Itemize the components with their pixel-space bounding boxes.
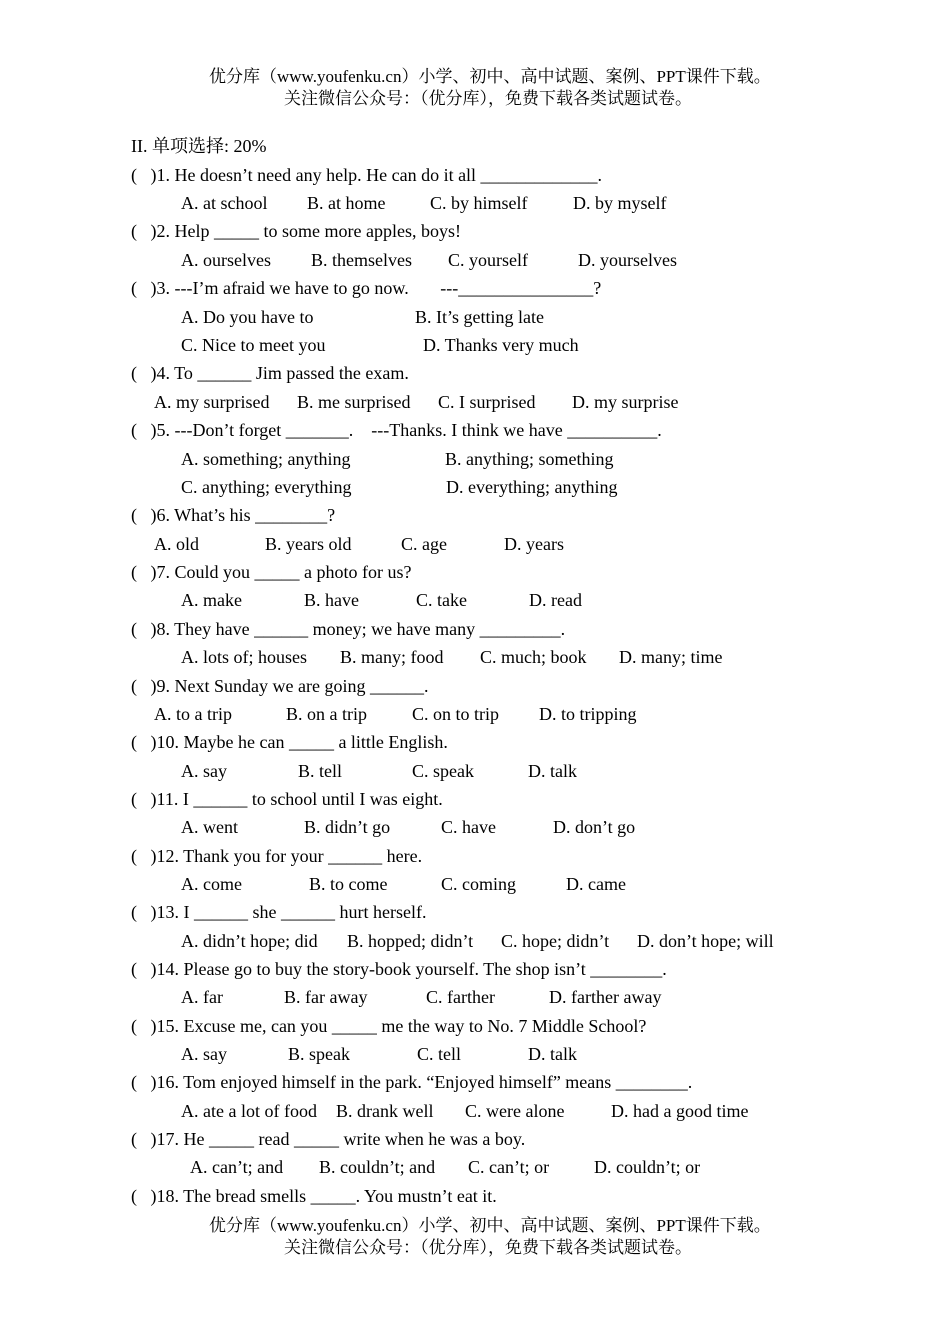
option-c: C. take bbox=[416, 590, 467, 610]
option-a: A. ate a lot of food bbox=[181, 1101, 317, 1121]
option-a: A. come bbox=[181, 874, 242, 894]
option-b: B. drank well bbox=[336, 1101, 434, 1121]
option-b: B. speak bbox=[288, 1044, 350, 1064]
option-a: A. ourselves bbox=[181, 250, 271, 270]
option-a: A. lots of; houses bbox=[181, 647, 307, 667]
option-c: C. speak bbox=[412, 761, 474, 781]
option-c: C. coming bbox=[441, 874, 516, 894]
option-a: A. something; anything bbox=[181, 449, 351, 469]
question-stem: ( )4. To ______ Jim passed the exam. bbox=[131, 363, 409, 383]
question-stem: ( )14. Please go to buy the story-book yourself. The shop isn’t ________. bbox=[131, 959, 667, 979]
option-a: A. didn’t hope; did bbox=[181, 931, 318, 951]
option-b: B. many; food bbox=[340, 647, 444, 667]
option-d: D. to tripping bbox=[539, 704, 637, 724]
option-c: C. by himself bbox=[430, 193, 528, 213]
option-a: A. my surprised bbox=[154, 392, 270, 412]
option-b: B. didn’t go bbox=[304, 817, 391, 837]
option-a: A. far bbox=[181, 987, 223, 1007]
option-a: A. say bbox=[181, 1044, 227, 1064]
header-line-2: 关注微信公众号：（优分库），免费下载各类试题试卷。 bbox=[284, 89, 692, 108]
footer-line-2: 关注微信公众号：（优分库），免费下载各类试题试卷。 bbox=[284, 1238, 692, 1257]
option-b: B. far away bbox=[284, 987, 368, 1007]
option-d: D. talk bbox=[528, 761, 577, 781]
question-stem: ( )1. He doesn’t need any help. He can do it all _____________. bbox=[131, 165, 603, 185]
option-d: D. everything; anything bbox=[446, 477, 618, 497]
option-d: D. had a good time bbox=[611, 1101, 749, 1121]
option-a: A. at school bbox=[181, 193, 268, 213]
option-c: C. much; book bbox=[480, 647, 587, 667]
option-d: D. read bbox=[529, 590, 582, 610]
question-stem: ( )13. I ______ she ______ hurt herself. bbox=[131, 902, 427, 922]
question-stem: ( )5. ---Don’t forget _______. ---Thanks. I think we have __________. bbox=[131, 420, 662, 440]
question-stem: ( )17. He _____ read _____ write when he was a boy. bbox=[131, 1129, 526, 1149]
option-b: B. hopped; didn’t bbox=[347, 931, 474, 951]
option-a: A. to a trip bbox=[154, 704, 232, 724]
option-b: B. tell bbox=[298, 761, 342, 781]
option-d: D. many; time bbox=[619, 647, 723, 667]
option-b: B. years old bbox=[265, 534, 352, 554]
question-stem: ( )11. I ______ to school until I was eight. bbox=[131, 789, 443, 809]
option-c: C. Nice to meet you bbox=[181, 335, 326, 355]
option-a: A. Do you have to bbox=[181, 307, 314, 327]
section-title: II. 单项选择: 20% bbox=[131, 136, 267, 156]
option-c: C. tell bbox=[417, 1044, 461, 1064]
question-stem: ( )7. Could you _____ a photo for us? bbox=[131, 562, 412, 582]
option-d: D. by myself bbox=[573, 193, 667, 213]
option-b: B. at home bbox=[307, 193, 386, 213]
option-d: D. yourselves bbox=[578, 250, 677, 270]
option-b: B. anything; something bbox=[445, 449, 614, 469]
option-c: C. hope; didn’t bbox=[501, 931, 610, 951]
question-stem: ( )9. Next Sunday we are going ______. bbox=[131, 676, 429, 696]
option-a: A. make bbox=[181, 590, 242, 610]
option-b: B. themselves bbox=[311, 250, 412, 270]
question-stem: ( )12. Thank you for your ______ here. bbox=[131, 846, 423, 866]
option-a: A. went bbox=[181, 817, 238, 837]
question-stem: ( )10. Maybe he can _____ a little English. bbox=[131, 732, 448, 752]
footer-line-1: 优分库（www.youfenku.cn）小学、初中、高中试题、案例、PPT课件下载。 bbox=[209, 1216, 771, 1235]
option-d: D. farther away bbox=[549, 987, 662, 1007]
option-d: D. don’t hope; will bbox=[637, 931, 774, 951]
option-b: B. have bbox=[304, 590, 359, 610]
option-a: A. old bbox=[154, 534, 199, 554]
option-b: B. to come bbox=[309, 874, 388, 894]
option-c: C. yourself bbox=[448, 250, 528, 270]
option-c: C. I surprised bbox=[438, 392, 536, 412]
header-line-1: 优分库（www.youfenku.cn）小学、初中、高中试题、案例、PPT课件下载。 bbox=[209, 67, 771, 86]
option-b: B. couldn’t; and bbox=[319, 1157, 436, 1177]
question-stem: ( )16. Tom enjoyed himself in the park. “Enjoyed himself” means ________. bbox=[131, 1072, 693, 1092]
question-stem: ( )2. Help _____ to some more apples, boys! bbox=[131, 221, 461, 241]
option-d: D. couldn’t; or bbox=[594, 1157, 701, 1177]
option-c: C. were alone bbox=[465, 1101, 565, 1121]
option-b: B. It’s getting late bbox=[415, 307, 544, 327]
option-d: D. years bbox=[504, 534, 564, 554]
option-c: C. on to trip bbox=[412, 704, 500, 724]
question-stem: ( )6. What’s his ________? bbox=[131, 505, 336, 525]
option-b: B. me surprised bbox=[297, 392, 411, 412]
option-d: D. came bbox=[566, 874, 626, 894]
option-d: D. my surprise bbox=[572, 392, 679, 412]
option-b: B. on a trip bbox=[286, 704, 367, 724]
option-a: A. say bbox=[181, 761, 227, 781]
question-stem: ( )15. Excuse me, can you _____ me the way to No. 7 Middle School? bbox=[131, 1016, 647, 1036]
option-c: C. anything; everything bbox=[181, 477, 352, 497]
question-stem: ( )3. ---I’m afraid we have to go now. ---_______________? bbox=[131, 278, 602, 298]
option-d: D. don’t go bbox=[553, 817, 636, 837]
option-d: D. talk bbox=[528, 1044, 577, 1064]
option-c: C. farther bbox=[426, 987, 495, 1007]
option-c: C. can’t; or bbox=[468, 1157, 550, 1177]
question-stem: ( )8. They have ______ money; we have many _________. bbox=[131, 619, 566, 639]
option-c: C. have bbox=[441, 817, 496, 837]
question-stem: ( )18. The bread smells _____. You mustn’t eat it. bbox=[131, 1186, 497, 1206]
option-a: A. can’t; and bbox=[190, 1157, 284, 1177]
option-d: D. Thanks very much bbox=[423, 335, 579, 355]
option-c: C. age bbox=[401, 534, 447, 554]
